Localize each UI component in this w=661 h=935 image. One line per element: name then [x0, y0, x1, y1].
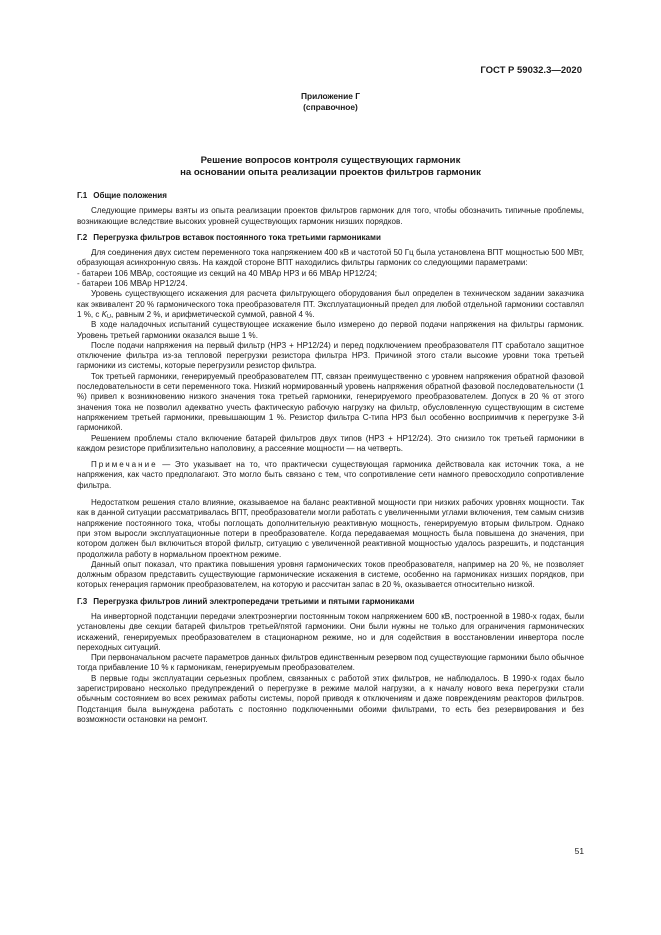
paragraph: На инверторной подстанции передачи электроэнергии постоянным током напряжением 600 кВ, построенной в 1980-х годах, были установлены две секции батарей фильтров третьей/пятой гармоники. Они были нужны не только для ограничения гармонических искажений, генерируемых преобразователем в стационарном режиме, но и для содействия в восстановлении инвертора после переходных ситуаций. — [77, 611, 584, 652]
standard-number: ГОСТ Р 59032.3—2020 — [480, 65, 582, 76]
page-number: 51 — [574, 846, 584, 856]
list-item: - батареи 106 МВАр НР12/24. — [77, 279, 188, 289]
document-body — [77, 191, 584, 725]
paragraph: Ток третьей гармоники, генерируемый преобразователем ПТ, связан преимущественно с уровнем напряжения обратной фазовой последовательности в сети переменного тока. Низкий нормированный уровень напряжения обратной фазовой последовательности (1 %) привел к возникновению низкого значения тока третьей гармоники, генерируемого преобразователем. Допуск в 20 % от этого значения тока не позволил адекватно учесть фактическую рабочую нагрузку на фильтр, обусловленную существующим в системе напряжением третьей гармоники, превышающим 1 %. Резистор фильтра С-типа НРЗ был особенно восприимчив к перегрузке 3-й гармоникой. — [77, 371, 584, 433]
paragraph: В ходе наладочных испытаний существующее искажение было измерено до первой подачи напряжения на фильтры гармоник. Уровень третьей гармоники оказался выше 1 %. — [77, 320, 584, 340]
main-title-line-1: Решение вопросов контроля существующих гармоник — [200, 155, 461, 166]
paragraph: Для соединения двух систем переменного тока напряжением 400 кВ и частотой 50 Гц была установлена ВПТ мощностью 500 МВт, образующая асинхронную связь. На каждой стороне ВПТ находились фильтры гармоник со следующими параметрами: — [77, 248, 584, 268]
main-title — [0, 155, 661, 179]
k-subscript: U — [106, 313, 111, 320]
note-label: Примечание — [91, 460, 158, 470]
note — [77, 460, 584, 491]
paragraph-text: , равным 2 %, и арифметической суммой, равной 4 %. — [110, 309, 315, 319]
paragraph: Данный опыт показал, что практика повышения уровня гармонических токов преобразователя, например на 20 %, не позволяет должным образом представить существующие гармонические искажения в системе, особенно на гармониках низших порядков, при которых генерация гармоник преобразователем, на которую и рассчитан запас в 20 %, оказывается относительно низкой. — [77, 559, 584, 590]
section-number: Г.2 — [77, 232, 88, 242]
k-symbol: K — [101, 309, 107, 319]
section-title: Перегрузка фильтров линий электропередачи третьими и пятыми гармониками — [93, 596, 415, 606]
list-item: - батареи 106 МВАр, состоящие из секций на 40 МВАр НРЗ и 66 МВАр НР12/24; — [77, 268, 377, 278]
paragraph: После подачи напряжения на первый фильтр (НРЗ + НР12/24) и перед подключением преобразователя ПТ сработало защитное отключение фильтра из-за тепловой перегрузки резистора фильтра НРЗ. Причиной этого стали высокие уровни тока третьей гармоники из системы, которые перегрузили резистор фильтра. — [77, 340, 584, 371]
paragraph-text: Уровень существующего искажения для расчета фильтрующего оборудования был определен в техническом задании заказчика как эквивалент 20 % гармонического тока преобразователя ПТ. Эксплуатационный предел для любой отдельной гармоники составлял 1 %, с — [77, 289, 584, 319]
note-text: — Это указывает на то, что практически существующая гармоника действовала как источник тока, а не напряжения, как часто предполагают. Это могло быть связано с тем, что сопротивление сети намного превосходило сопротивление фильтра. — [77, 460, 584, 490]
paragraph: В первые годы эксплуатации серьезных проблем, связанных с работой этих фильтров, не наблюдалось. В 1990-х годах было зарегистрировано несколько предупреждений о перегрузке в режиме малой нагрузки, а к началу нового века перегрузки стали обычным состоянием во всех режимах работы системы, порой приводя к отключениям и даже повреждениям реакторов фильтров. Подстанция была вынуждена работать с постоянно подключенными обоими фильтрами, то есть без резервирования и без возможности остановки на ремонт. — [77, 673, 584, 724]
paragraph: При первоначальном расчете параметров данных фильтров единственным резервом под существующие гармоники было обычное тогда прибавление 10 % к гармоникам, генерируемым преобразователем. — [77, 653, 584, 673]
section-number: Г.3 — [77, 596, 88, 606]
paragraph: Решением проблемы стало включение батарей фильтров двух типов (НРЗ + НР12/24). Это снизило ток третьей гармоники в каждом резисторе приблизительно наполовину, а рассеяние мощности — на четверть. — [77, 433, 584, 453]
paragraph: Следующие примеры взяты из опыта реализации проектов фильтров гармоник для того, чтобы обозначить типичные проблемы, возникающие вследствие высоких уровней существующих гармоник низших порядков. — [77, 206, 584, 226]
section-title: Перегрузка фильтров вставок постоянного тока третьими гармониками — [93, 232, 381, 242]
section-title: Общие положения — [93, 191, 167, 200]
annex-heading — [0, 91, 661, 113]
section-number: Г.1 — [77, 191, 88, 200]
annex-subtitle: (справочное) — [303, 102, 358, 112]
paragraph — [77, 289, 584, 320]
annex-title: Приложение Г — [301, 91, 360, 101]
section-heading — [77, 233, 584, 243]
paragraph: Недостатком решения стало влияние, оказываемое на баланс реактивной мощности при низких рабочих уровнях мощности. Так как в данной ситуации рассматривалась ВПТ, преобразователи могли работать с увеличенными углами включения, тем самым снизив напряжение постоянного тока, чтобы поглощать дополнительную реактивную мощность, генерируемую вторым фильтром. Однако при этом выросли эксплуатационные потери в преобразователе. Когда передаваемая мощность была повышена до значения, при котором должен был включиться второй фильтр, ситуацию с увеличенной реактивной мощностью удалось разрешить, и подстанция продолжила работу в нормальном проектном режиме. — [77, 498, 584, 559]
section-heading — [77, 597, 584, 607]
main-title-line-2: на основании опыта реализации проектов фильтров гармоник — [180, 167, 481, 178]
section-heading — [77, 191, 584, 201]
